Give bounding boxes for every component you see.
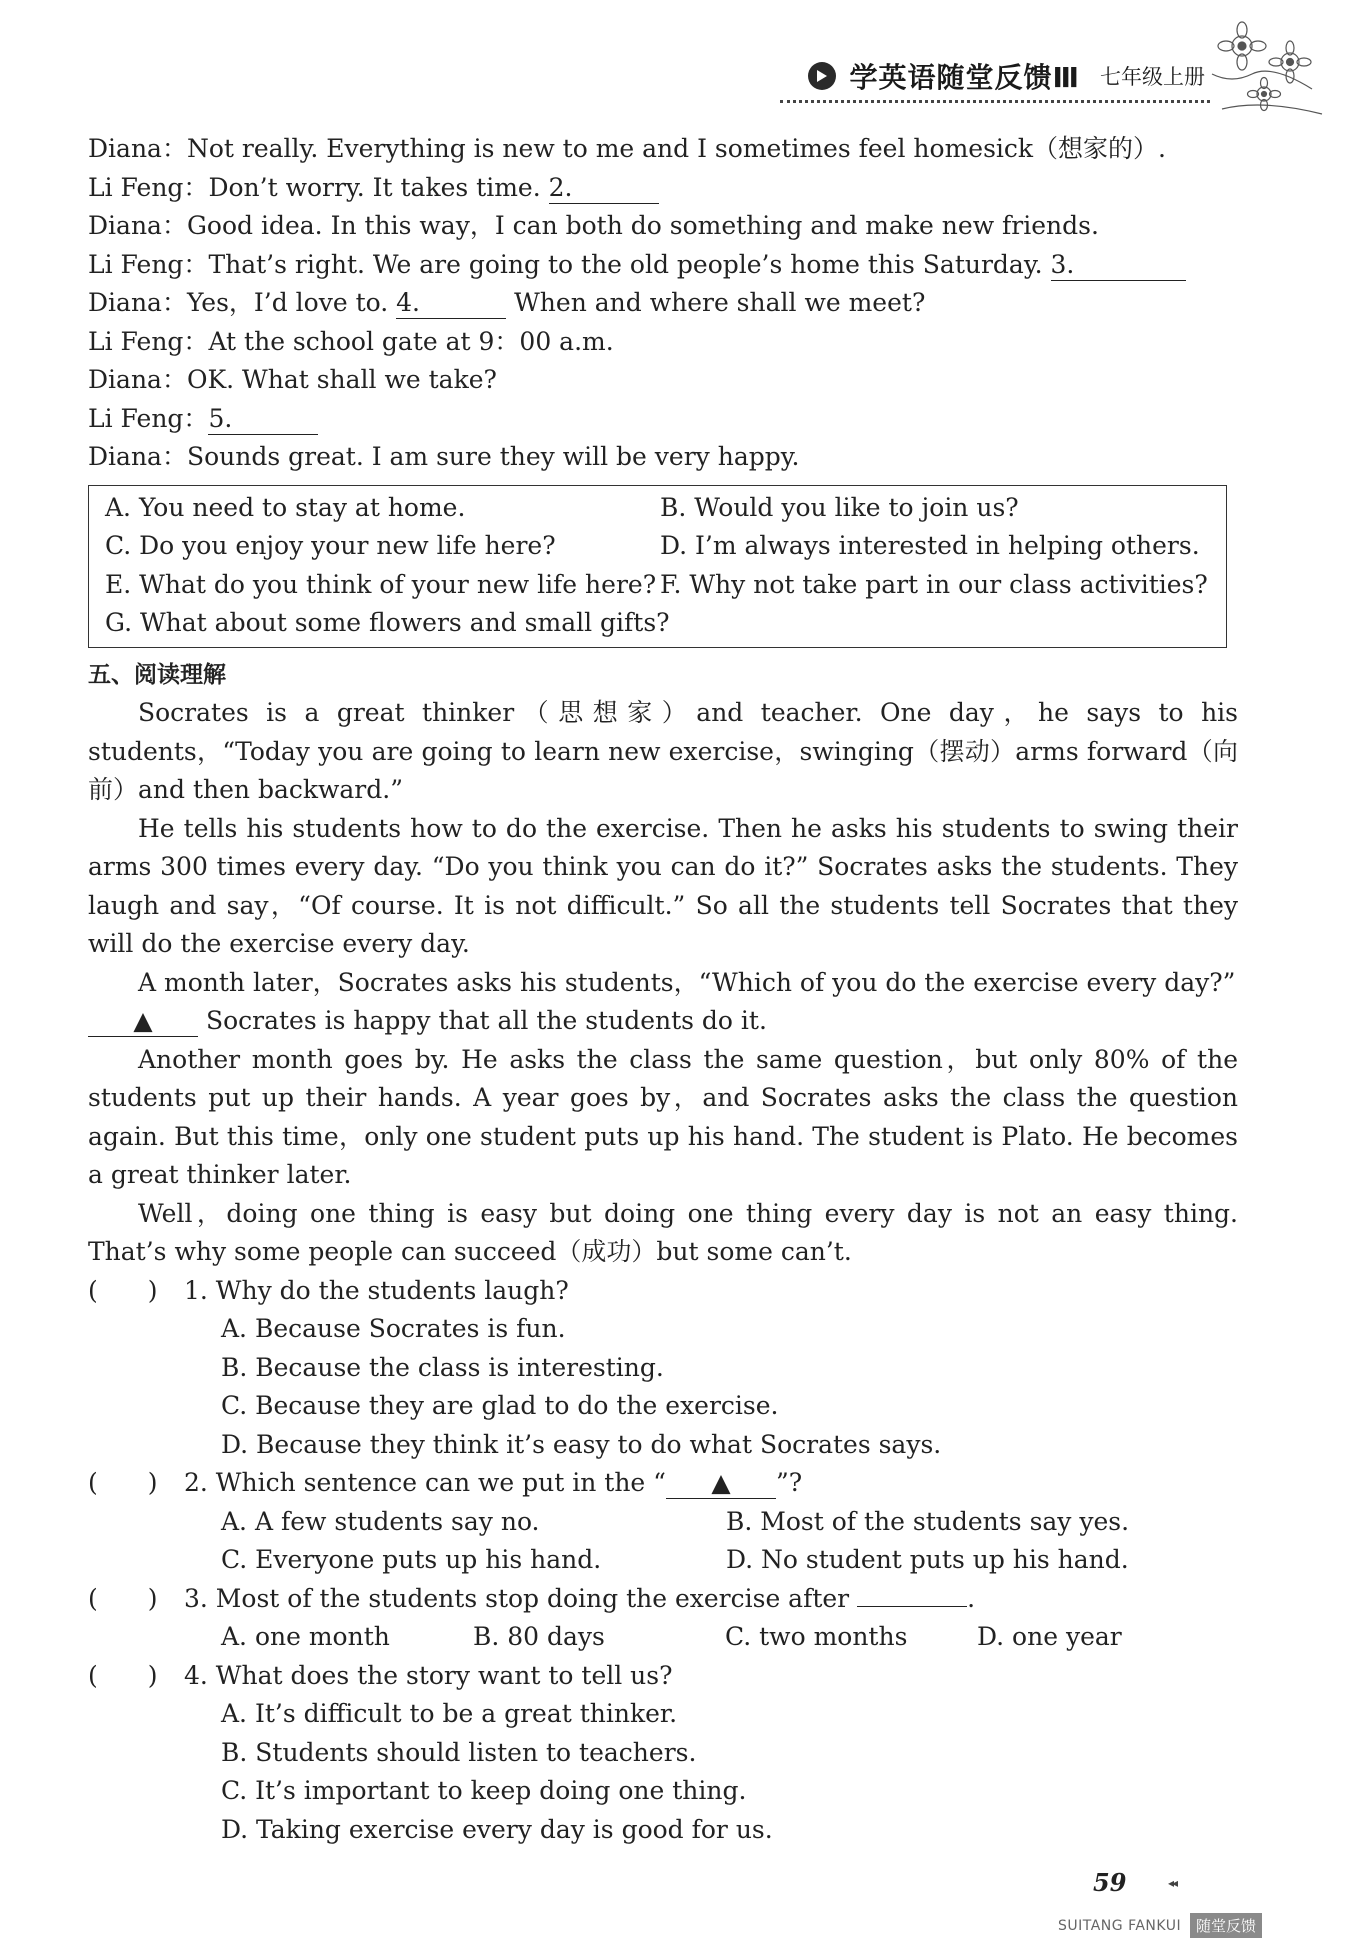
question-option: C. two months xyxy=(725,1622,908,1651)
dialogue-line xyxy=(88,130,1238,169)
answer-blank[interactable] xyxy=(857,1606,967,1607)
dialogue-line xyxy=(88,361,1238,400)
passage-paragraph: Well，doing one thing is easy but doing one thing every day is not an easy thing. That’s why some people can succeed（成功）but some can’t. xyxy=(88,1198,1238,1266)
answer-blank-2[interactable]: 2. xyxy=(549,173,659,204)
passage-paragraph: Another month goes by. He asks the class the same question，but only 80% of the students put up their hands. A year goes by，and Socrates asks the class the question again. But this time，only one student puts up his hand. The student is Plato. He becomes a great thinker later. xyxy=(88,1044,1238,1189)
question-stem: 4. What does the story want to tell us? xyxy=(184,1660,673,1690)
dialogue-text: OK. What shall we take? xyxy=(186,365,497,394)
dialogue-line xyxy=(88,323,1238,362)
dialogue-text: Yes，I’d love to. xyxy=(186,288,397,317)
dialogue-line xyxy=(88,207,1238,246)
dialogue-text: Not really. Everything is new to me and I sometimes feel homesick（想家的）. xyxy=(186,134,1166,163)
question-stem-end: . xyxy=(967,1583,976,1613)
option-e: E. What do you think of your new life here? xyxy=(105,569,657,599)
footer-brand: SUITANG FANKUI xyxy=(1058,1918,1182,1934)
question-option: A. It’s difficult to be a great thinker. xyxy=(221,1699,678,1728)
passage-paragraph: He tells his students how to do the exercise. Then he asks his students to swing their arms 300 times every day. “Do you think you can do it?” Socrates asks the students. They laugh and say，“Of course. It is not difficult.” So all the students tell Socrates that they will do the exercise every day. xyxy=(88,813,1238,958)
question-option: A. A few students say no. xyxy=(221,1506,540,1536)
section-title: 五、阅读理解 xyxy=(88,661,226,688)
speaker: Li Feng： xyxy=(88,172,209,202)
question-option: C. It’s important to keep doing one thing. xyxy=(221,1776,747,1805)
dialogue-text: Sounds great. I am sure they will be very happy. xyxy=(186,442,800,471)
question-option: C. Everyone puts up his hand. xyxy=(221,1545,602,1574)
option-g: G. What about some flowers and small gifts? xyxy=(105,608,670,637)
answer-paren[interactable]: ( ) xyxy=(88,1468,158,1497)
question-option-row xyxy=(88,1618,1238,1657)
question-1 xyxy=(88,1272,1238,1311)
flower-decoration-icon xyxy=(1202,14,1332,124)
question-option: B. Because the class is interesting. xyxy=(221,1352,664,1382)
option-d: D. I’m always interested in helping others. xyxy=(660,531,1200,560)
passage-paragraph: A month later，Socrates asks his students，“Which of you do the exercise every day?” xyxy=(138,967,1236,997)
page-content xyxy=(88,130,1238,1849)
question-option: B. 80 days xyxy=(473,1622,605,1651)
book-title: 学英语随堂反馈Ⅲ xyxy=(849,61,1080,94)
page-header xyxy=(808,52,1205,100)
question-4 xyxy=(88,1657,1238,1696)
header-divider xyxy=(780,100,1210,103)
question-option: D. Because they think it’s easy to do what Socrates says. xyxy=(221,1429,942,1459)
question-option: D. Taking exercise every day is good for us. xyxy=(221,1814,773,1844)
option-c: C. Do you enjoy your new life here? xyxy=(105,531,556,560)
speaker: Diana： xyxy=(88,211,187,240)
question-option: B. Students should listen to teachers. xyxy=(221,1737,697,1767)
answer-blank-5[interactable]: 5. xyxy=(208,404,318,435)
speaker: Li Feng： xyxy=(88,403,209,433)
dialogue-line xyxy=(88,400,1238,439)
answer-blank-3[interactable]: 3. xyxy=(1051,250,1186,281)
passage-paragraph xyxy=(88,1002,1238,1041)
question-option-row xyxy=(88,1503,1238,1542)
answer-paren[interactable]: ( ) xyxy=(88,1583,158,1613)
passage-paragraph: Socrates is a great thinker（思想家）and teacher. One day，he says to his students，“Today you are going to learn new exercise，swinging（摆动）arms forward（向前）and then backward.” xyxy=(88,698,1238,804)
page-number: 59 xyxy=(1093,1868,1127,1897)
speaker: Li Feng： xyxy=(88,326,209,356)
speaker: Diana： xyxy=(88,134,187,163)
triangle-blank: ▲ xyxy=(666,1468,776,1499)
question-stem: 1. Why do the students laugh? xyxy=(184,1275,569,1305)
question-stem: 3. Most of the students stop doing the exercise after xyxy=(184,1583,858,1613)
option-a: A. You need to stay at home. xyxy=(105,492,466,522)
play-icon xyxy=(808,62,836,90)
book-grade: 七年级上册 xyxy=(1100,65,1205,89)
question-stem: 2. Which sentence can we put in the “ xyxy=(184,1468,666,1497)
speaker: Li Feng： xyxy=(88,249,209,279)
answer-blank-4[interactable]: 4. xyxy=(396,288,506,319)
dialogue-line xyxy=(88,169,1238,208)
question-2 xyxy=(88,1464,1238,1503)
speaker: Diana： xyxy=(88,288,187,317)
question-3 xyxy=(88,1580,1238,1619)
dialogue-text: Don’t worry. It takes time. xyxy=(208,172,549,202)
answer-paren[interactable]: ( ) xyxy=(88,1275,158,1305)
question-option: B. Most of the students say yes. xyxy=(726,1506,1130,1536)
question-option-row xyxy=(88,1541,1238,1580)
speaker: Diana： xyxy=(88,442,187,471)
option-b: B. Would you like to join us? xyxy=(660,492,1019,522)
arrows-icon: ◂◂ xyxy=(1168,1876,1177,1890)
question-option: C. Because they are glad to do the exercise. xyxy=(221,1391,779,1420)
dialogue-text: When and where shall we meet? xyxy=(506,288,926,317)
question-option: A. Because Socrates is fun. xyxy=(221,1314,566,1343)
footer-badge: 随堂反馈 xyxy=(1190,1913,1262,1938)
answer-paren[interactable]: ( ) xyxy=(88,1660,158,1690)
speaker: Diana： xyxy=(88,365,187,394)
dialogue-text: At the school gate at 9：00 a.m. xyxy=(208,326,614,356)
options-box xyxy=(88,485,1227,648)
question-option: D. No student puts up his hand. xyxy=(726,1545,1129,1574)
option-f: F. Why not take part in our class activities? xyxy=(660,569,1208,599)
question-option: D. one year xyxy=(977,1622,1122,1651)
dialogue-line xyxy=(88,246,1238,285)
passage-text: Socrates is happy that all the students do it. xyxy=(198,1006,767,1035)
question-option: A. one month xyxy=(221,1622,390,1651)
dialogue-text: Good idea. In this way，I can both do something and make new friends. xyxy=(186,211,1099,240)
dialogue-text: That’s right. We are going to the old people’s home this Saturday. xyxy=(208,249,1051,279)
dialogue-line xyxy=(88,438,1238,477)
question-stem-end: ”? xyxy=(775,1468,803,1497)
triangle-blank: ▲ xyxy=(88,1006,198,1037)
dialogue-line xyxy=(88,284,1238,323)
